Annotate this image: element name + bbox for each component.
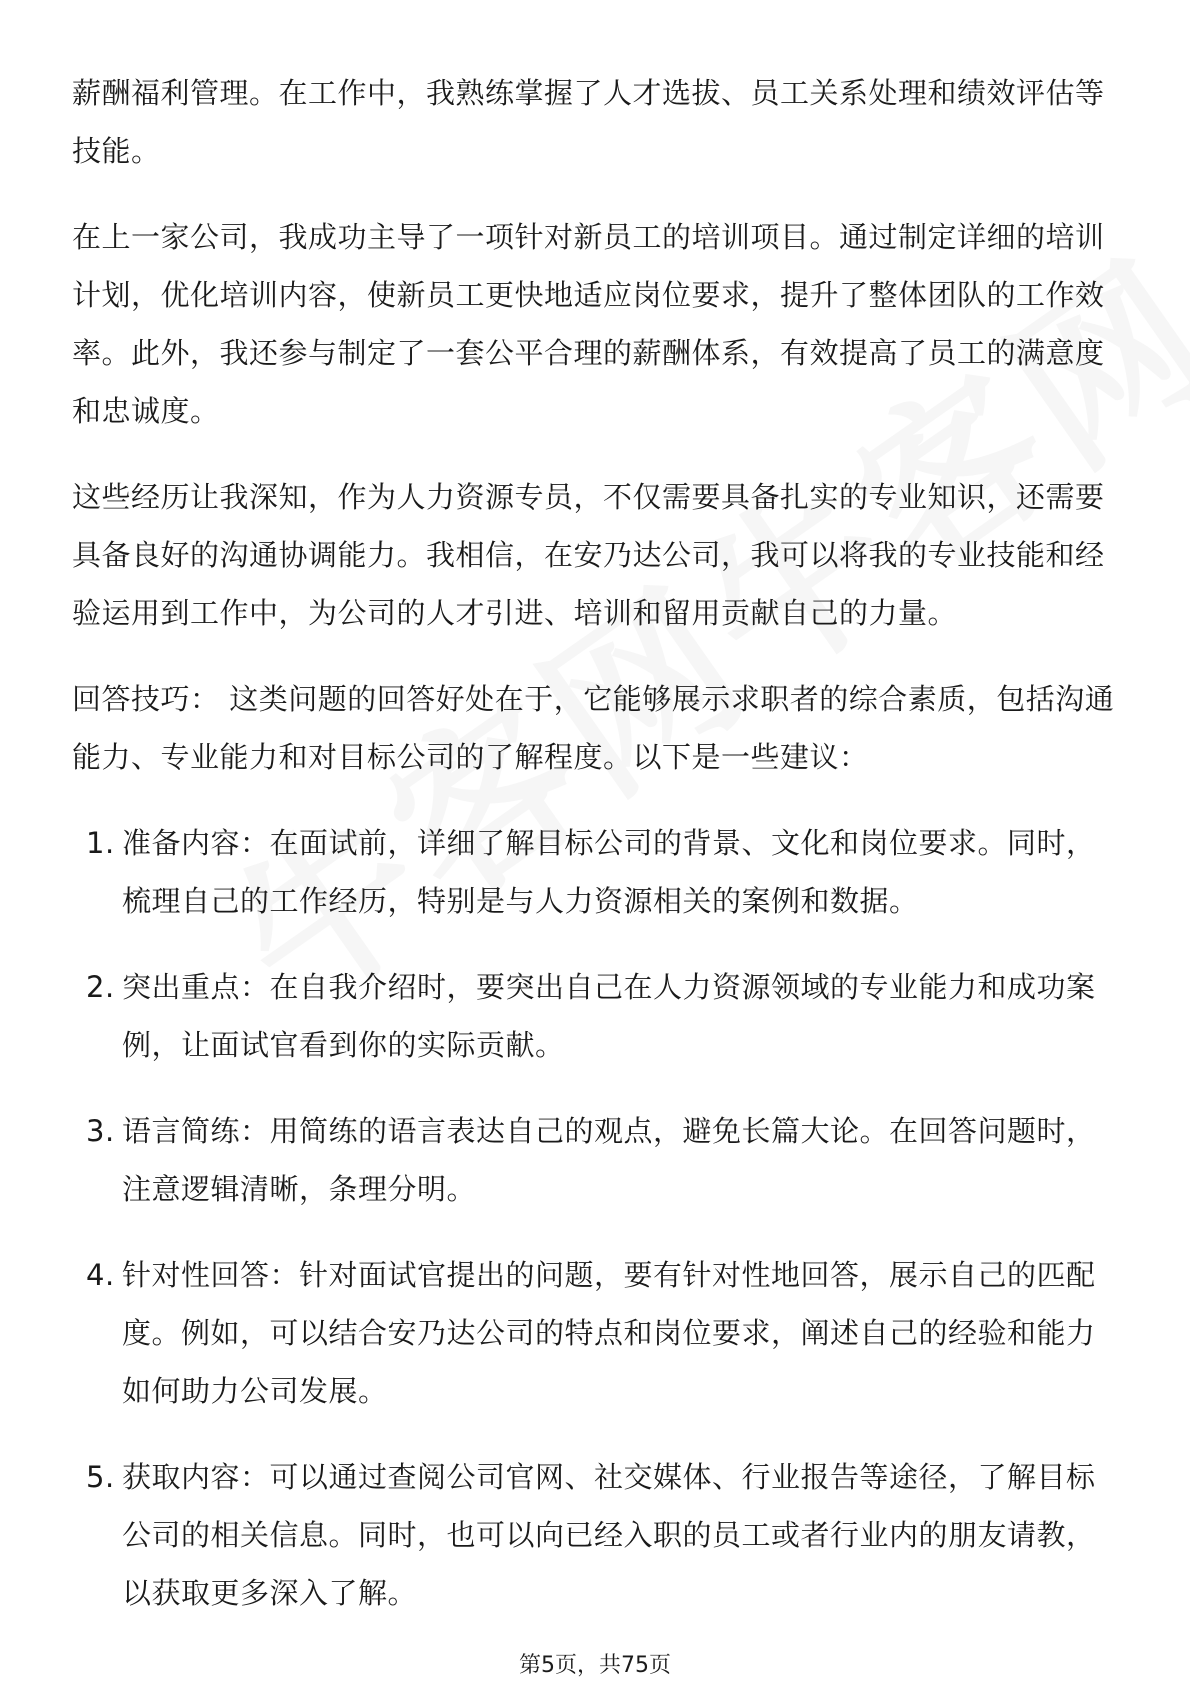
list-number: 3. [86,1114,115,1148]
list-item [72,814,1122,930]
paragraph: 在上一家公司，我成功主导了一项针对新员工的培训项目。通过制定详细的培训计划，优化培训内容，使新员工更快地适应岗位要求，提升了整体团队的工作效率。此外，我还参与制定了一套公平合理的薪酬体系，有效提高了员工的满意度和忠诚度。 [72,220,1105,428]
paragraph: 这些经历让我深知，作为人力资源专员，不仅需要具备扎实的专业知识，还需要具备良好的沟通协调能力。我相信，在安乃达公司，我可以将我的专业技能和经验运用到工作中，为公司的人才引进、培训和留用贡献自己的力量。 [72,480,1105,630]
list-number: 5. [86,1460,115,1494]
list-item [72,958,1122,1074]
list-item-text: 获取内容：可以通过查阅公司官网、社交媒体、行业报告等途径，了解目标公司的相关信息。同时，也可以向已经入职的员工或者行业内的朋友请教，以获取更多深入了解。 [122,1460,1096,1610]
list-item [72,1246,1122,1420]
list-item-text: 突出重点：在自我介绍时，要突出自己在人力资源领域的专业能力和成功案例，让面试官看到你的实际贡献。 [122,970,1096,1062]
page-footer: 第5页，共75页 [519,1653,671,1678]
list-item-text: 针对性回答：针对面试官提出的问题，要有针对性地回答，展示自己的匹配度。例如，可以结合安乃达公司的特点和岗位要求，阐述自己的经验和能力如何助力公司发展。 [122,1258,1096,1408]
list-item-text: 准备内容：在面试前，详细了解目标公司的背景、文化和岗位要求。同时，梳理自己的工作经历，特别是与人力资源相关的案例和数据。 [122,826,1096,918]
document-page [72,64,1122,1650]
list-number: 4. [86,1258,115,1292]
list-item [72,1102,1122,1218]
tips-list [72,814,1122,1622]
paragraph: 薪酬福利管理。在工作中，我熟练掌握了人才选拔、员工关系处理和绩效评估等技能。 [72,76,1105,168]
list-number: 1. [86,826,115,860]
paragraph: 回答技巧： 这类问题的回答好处在于，它能够展示求职者的综合素质，包括沟通能力、专业能力和对目标公司的了解程度。以下是一些建议： [72,682,1115,774]
list-item [72,1448,1122,1622]
list-item-text: 语言简练：用简练的语言表达自己的观点，避免长篇大论。在回答问题时，注意逻辑清晰，条理分明。 [122,1114,1096,1206]
list-number: 2. [86,970,115,1004]
